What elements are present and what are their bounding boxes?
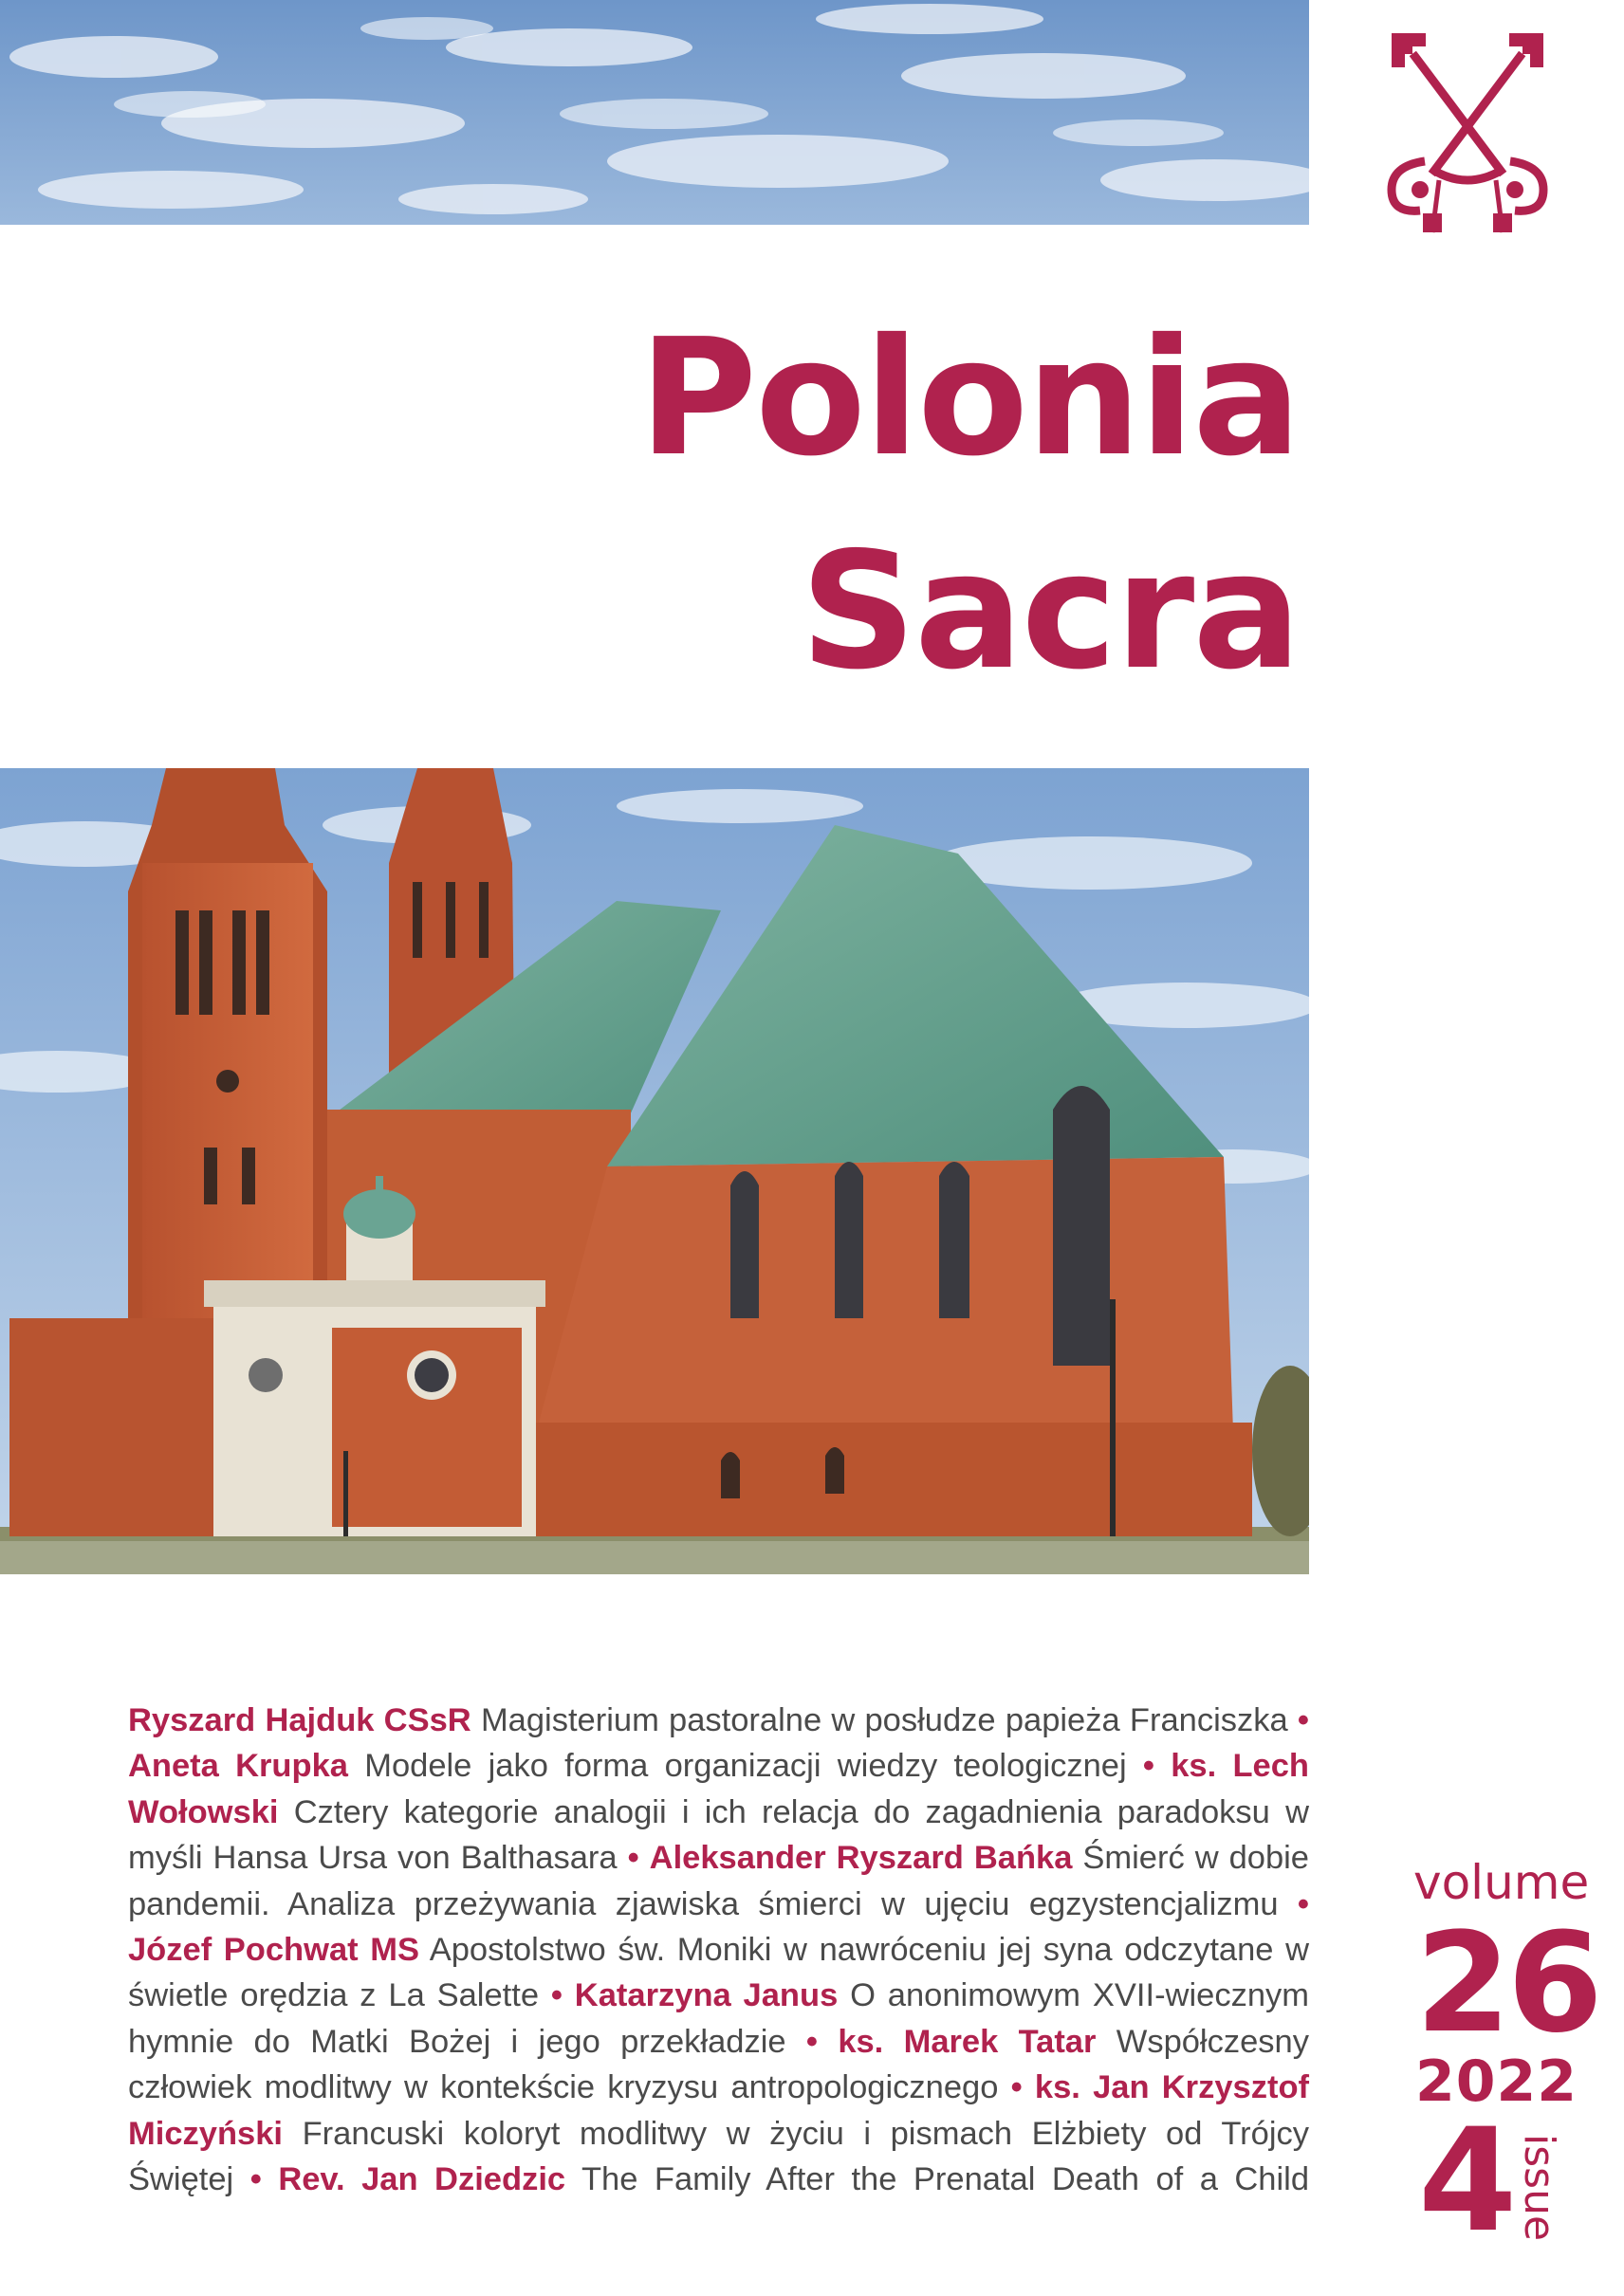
bullet-separator: • xyxy=(1297,1885,1309,1922)
publication-year: 2022 xyxy=(1415,2048,1578,2115)
journal-title-line2: Sacra xyxy=(800,518,1300,706)
bullet-separator: • xyxy=(1142,1748,1154,1785)
table-of-contents xyxy=(128,1698,1309,2202)
contents-title: O anonimowym XVII-wiecznym hymnie do Matki Bożej i jego przekładzie xyxy=(128,1977,1309,2060)
contents-author: Aneta Krupka xyxy=(128,1748,348,1785)
contents-author: ks. Lech Wołowski xyxy=(128,1748,1309,1830)
bullet-separator: • xyxy=(550,1977,563,2014)
contents-title: Francuski koloryt modlitwy w życiu i pismach Elżbiety od Trójcy Świętej xyxy=(128,2115,1309,2198)
issue-label: issue xyxy=(1515,2134,1563,2242)
bullet-separator: • xyxy=(627,1840,639,1877)
contents-title: Modele jako forma organizacji wiedzy teologicznej xyxy=(364,1748,1127,1785)
bullet-separator: • xyxy=(1297,1702,1309,1738)
cathedral-photo xyxy=(0,768,1309,1574)
bullet-separator: • xyxy=(1010,2069,1023,2106)
contents-title: Cztery kategorie analogii i ich relacja do zagadnienia paradoksu w myśli Hansa Ursa von Balthasara xyxy=(128,1793,1309,1877)
contents-title: Śmierć w dobie pandemii. Analiza przeżywania zjawiska śmierci w ujęciu egzystencjalizmu xyxy=(128,1840,1309,1922)
contents-title: The Family After the Prenatal Death of a Child xyxy=(581,2161,1310,2198)
contents-author: ks. Marek Tatar xyxy=(838,2023,1097,2060)
bullet-separator: • xyxy=(805,2023,818,2060)
sky-banner-image xyxy=(0,0,1309,225)
volume-number: 26 xyxy=(1415,1903,1599,2064)
contents-author: Aleksander Ryszard Bańka xyxy=(649,1840,1073,1877)
contents-author: ks. Jan Krzysztof Miczyński xyxy=(128,2069,1310,2152)
volume-label: volume xyxy=(1413,1855,1590,1910)
contents-author: Ryszard Hajduk CSsR xyxy=(128,1702,471,1738)
journal-title-line1: Polonia xyxy=(638,304,1300,492)
crossed-keys-emblem xyxy=(1387,28,1548,237)
contents-author: Rev. Jan Dziedzic xyxy=(278,2161,566,2198)
contents-title: Apostolstwo św. Moniki w nawróceniu jej syna odczytane w świetle orędzia z La Salette xyxy=(128,1932,1309,2014)
contents-author: Katarzyna Janus xyxy=(574,1977,839,2014)
contents-title: Współczesny człowiek modlitwy w kontekście kryzysu antropologicznego xyxy=(128,2023,1309,2106)
issue-number: 4 xyxy=(1418,2099,1518,2264)
contents-title: Magisterium pastoralne w posłudze papieża Franciszka xyxy=(480,1702,1288,1738)
bullet-separator: • xyxy=(249,2161,262,2198)
contents-author: Józef Pochwat MS xyxy=(128,1932,419,1969)
